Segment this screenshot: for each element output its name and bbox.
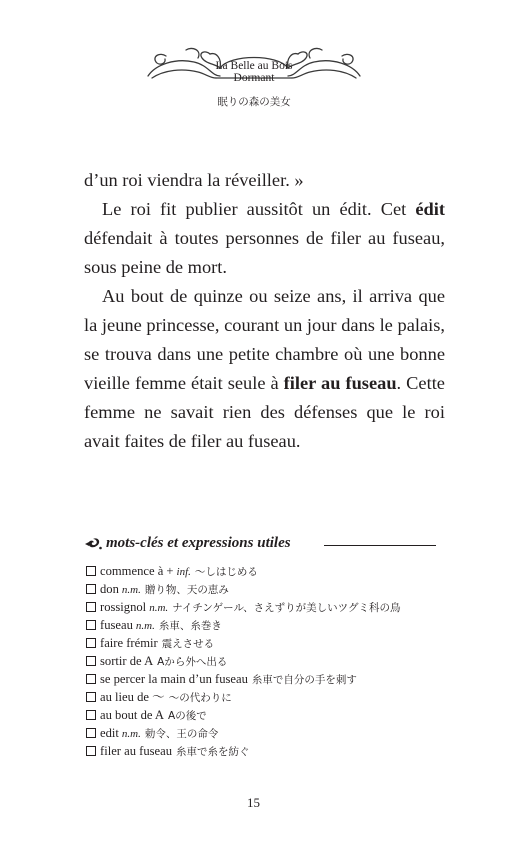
vocab-item (86, 688, 446, 706)
checkbox[interactable] (86, 746, 96, 756)
vocab-term: au bout de A (100, 708, 165, 722)
vocab-rule (324, 545, 436, 546)
page-number: 15 (247, 795, 260, 810)
vocab-item (86, 616, 446, 634)
header-title-line2: Dormant (233, 72, 275, 84)
vocab-term: sortir de A (100, 654, 154, 668)
vocab-item (86, 706, 446, 724)
paragraph-3-keyword: filer au fuseau (283, 373, 397, 393)
checkbox[interactable] (86, 602, 96, 612)
vocab-gloss: 贈り物、天の恵み (144, 584, 229, 596)
vocab-pos: n.m. (135, 620, 155, 632)
vocab-gloss: 勅令、王の命令 (144, 728, 219, 740)
vocab-item (86, 724, 446, 742)
paragraph-2 (84, 195, 445, 282)
vocab-gloss: 糸車、糸巻き (158, 620, 222, 632)
vocab-item (86, 742, 446, 760)
vocab-item (86, 580, 446, 598)
checkbox[interactable] (86, 710, 96, 720)
vocab-gloss: 〜しはじめる (194, 566, 258, 578)
checkbox[interactable] (86, 692, 96, 702)
vocab-term: faire frémir (100, 636, 158, 650)
paragraph-1: d’un roi viendra la réveiller. » (84, 170, 304, 190)
vocab-pos: n.m. (121, 728, 141, 740)
vocab-list (86, 562, 446, 760)
vocab-gloss: 糸車で糸を紡ぐ (176, 746, 250, 758)
vocab-gloss: 糸車で自分の手を刺す (251, 674, 357, 686)
vocab-title: mots-clés et expressions utiles (106, 535, 291, 551)
checkbox[interactable] (86, 674, 96, 684)
vocab-item (86, 562, 446, 580)
vocab-term: rossignol (100, 600, 147, 614)
fleuron-icon (84, 537, 102, 551)
vocab-pos: n.m. (149, 602, 169, 614)
story-text (84, 166, 445, 456)
header-title-line1: La Belle au Bois (215, 60, 293, 72)
vocab-gloss: 震えさせる (161, 638, 215, 650)
paragraph-2-keyword: édit (415, 199, 445, 219)
vocab-term: filer au fuseau (100, 744, 173, 758)
vocab-term: don (100, 582, 119, 596)
paragraph-2-text-a: Le roi fit publier aussitôt un édit. Cet (102, 199, 416, 219)
paragraph-3-text-b: . Cette femme ne savait rien des défenses que le roi avait faites de filer au fuseau. (84, 373, 445, 451)
vocab-pos: n.m. (121, 584, 141, 596)
vocab-term: au lieu de 〜 (100, 690, 165, 704)
header-subtitle-jp: 眠りの森の美女 (217, 96, 291, 108)
checkbox[interactable] (86, 656, 96, 666)
checkbox[interactable] (86, 584, 96, 594)
vocab-item (86, 670, 446, 688)
checkbox[interactable] (86, 728, 96, 738)
vocab-term: se percer la main d’un fuseau (100, 672, 248, 686)
checkbox[interactable] (86, 620, 96, 630)
vocab-item (86, 634, 446, 652)
paragraph-3-text-a: Au bout de quinze ou seize ans, il arriva que la jeune princesse, courant un jour dans le palais, se trouva dans une petite chambre où une bonne vieille femme était seule à (84, 286, 445, 393)
vocab-gloss: Aから外へ出る (157, 656, 228, 668)
vocab-term: commence à + (100, 564, 174, 578)
vocab-heading (84, 534, 436, 556)
vocab-gloss: ナイチンゲール、さえずりが美しいツグミ科の鳥 (172, 602, 401, 614)
paragraph-2-text-b: défendait à toutes personnes de filer au fuseau, sous peine de mort. (84, 228, 445, 277)
vocab-gloss: 〜の代わりに (168, 692, 232, 704)
checkbox[interactable] (86, 638, 96, 648)
checkbox[interactable] (86, 566, 96, 576)
vocab-item (86, 598, 446, 616)
vocab-item (86, 652, 446, 670)
vocab-pos: inf. (176, 566, 191, 578)
vocab-term: edit (100, 726, 119, 740)
chapter-header (146, 42, 362, 110)
paragraph-3 (84, 282, 445, 456)
vocab-gloss: Aの後で (168, 710, 207, 722)
vocab-term: fuseau (100, 618, 133, 632)
